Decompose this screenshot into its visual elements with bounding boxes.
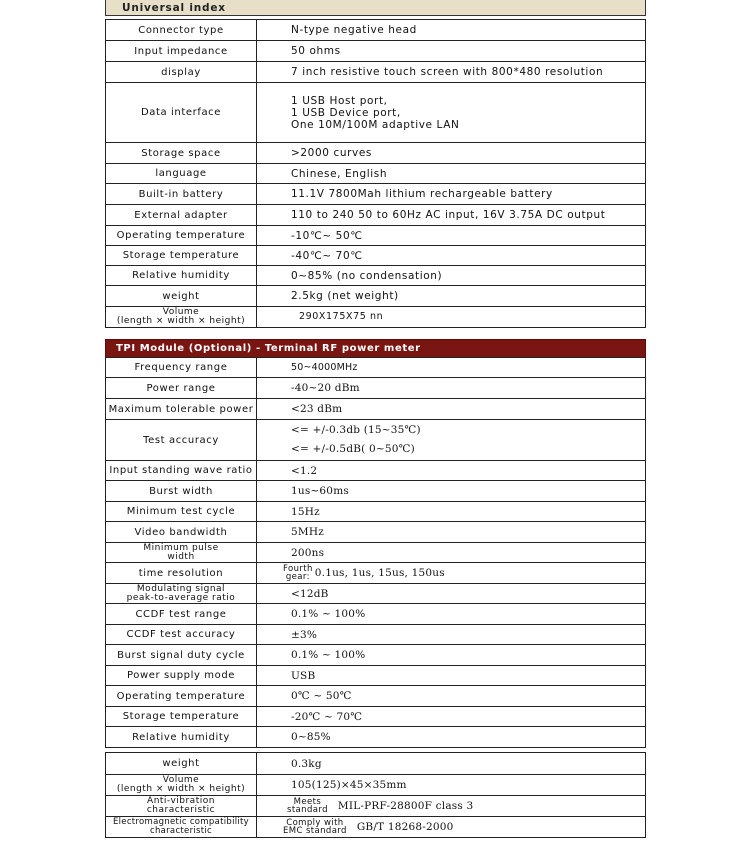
spec-label: Test accuracy <box>106 420 257 461</box>
label-line: peak-to-average ratio <box>126 592 236 603</box>
table-row <box>106 461 646 481</box>
spec-label <box>106 584 257 604</box>
label-line: width <box>167 551 195 562</box>
table-row <box>106 522 646 543</box>
table-row <box>106 666 646 686</box>
spec-label <box>106 543 257 563</box>
spec-label: Built-in battery <box>106 184 257 205</box>
spec-label: Power supply mode <box>106 666 257 686</box>
table-row <box>106 707 646 727</box>
value-text: 0.1us, 1us, 15us, 150us <box>314 567 445 579</box>
spec-label: Relative humidity <box>106 266 257 286</box>
universal-index-header: Universal index <box>105 0 646 16</box>
label-line: (length × width × height) <box>116 316 246 326</box>
table-row <box>106 358 646 378</box>
spec-value: 5MHz <box>257 522 646 543</box>
spec-label: time resolution <box>106 563 257 584</box>
table-row <box>106 41 646 62</box>
table-row <box>106 543 646 563</box>
label-line: (length × width × height) <box>116 784 246 794</box>
spec-label: Connector type <box>106 20 257 41</box>
spec-value: 2.5kg (net weight) <box>257 286 646 307</box>
spec-value: 0℃ ~ 50℃ <box>257 686 646 707</box>
table-row <box>106 420 646 461</box>
spec-label: Minimum test cycle <box>106 502 257 522</box>
table-row <box>106 62 646 83</box>
table-row <box>106 143 646 164</box>
spec-label: Burst signal duty cycle <box>106 645 257 666</box>
prefix-line: Comply with <box>286 818 344 828</box>
table-row <box>106 205 646 226</box>
spec-label: display <box>106 62 257 83</box>
table-row <box>106 164 646 184</box>
prefix-line: standard <box>287 805 328 815</box>
spec-value <box>257 563 646 584</box>
spec-value: 105(125)×45×35mm <box>257 775 646 796</box>
spec-value: 11.1V 7800Mah lithium rechargeable battery <box>257 184 646 205</box>
spec-value: <23 dBm <box>257 399 646 420</box>
table-row <box>106 796 646 817</box>
label-line: Modulating signal <box>136 583 226 594</box>
table-row <box>106 727 646 748</box>
spec-label: weight <box>106 753 257 775</box>
spec-value: 290X175X75 nn <box>257 307 646 328</box>
table-row <box>106 753 646 775</box>
spec-value: 0.1% ~ 100% <box>257 604 646 625</box>
spec-value: 0~85% (no condensation) <box>257 266 646 286</box>
table-row <box>106 625 646 645</box>
spec-value: 1us~60ms <box>257 481 646 502</box>
spec-value: >2000 curves <box>257 143 646 164</box>
spec-value <box>257 83 646 143</box>
table-row <box>106 584 646 604</box>
spec-value: N-type negative head <box>257 20 646 41</box>
table-row <box>106 307 646 328</box>
spec-label: CCDF test accuracy <box>106 625 257 645</box>
table-row <box>106 226 646 246</box>
spec-label: Input standing wave ratio <box>106 461 257 481</box>
table-row <box>106 20 646 41</box>
spec-value: <1.2 <box>257 461 646 481</box>
spec-label: Storage space <box>106 143 257 164</box>
value-line: 1 USB Host port, <box>291 94 388 107</box>
table-row <box>106 645 646 666</box>
label-line: Electromagnetic compatibility <box>112 817 250 827</box>
spec-label: Operating temperature <box>106 226 257 246</box>
value-prefix <box>283 819 347 835</box>
spec-value: 200ns <box>257 543 646 563</box>
label-line: characteristic <box>149 826 213 836</box>
value-line: <= +/-0.3db (15~35℃) <box>291 424 421 436</box>
table-row <box>106 817 646 838</box>
spec-label: Maximum tolerable power <box>106 399 257 420</box>
spec-value <box>257 420 646 461</box>
value-prefix <box>287 798 328 814</box>
prefix-line: gear: <box>285 572 310 582</box>
prefix-line: Meets <box>293 797 322 807</box>
spec-value: 0.3kg <box>257 753 646 775</box>
universal-index-table <box>105 19 646 328</box>
spec-value <box>257 796 646 817</box>
spec-label <box>106 796 257 817</box>
label-line: Anti-vibration <box>147 796 215 806</box>
spec-label: Frequency range <box>106 358 257 378</box>
table-row <box>106 399 646 420</box>
tpi-module-table <box>105 357 646 748</box>
value-line: 1 USB Device port, <box>291 106 401 119</box>
table-row <box>106 563 646 584</box>
tpi-module-table-continued <box>105 752 646 838</box>
spec-label: Storage temperature <box>106 707 257 727</box>
spec-label: External adapter <box>106 205 257 226</box>
prefix-line: EMC standard <box>283 826 347 836</box>
spec-value: 0.1% ~ 100% <box>257 645 646 666</box>
table-row <box>106 378 646 399</box>
label-line: Minimum pulse <box>143 542 219 553</box>
spec-label: Data interface <box>106 83 257 143</box>
spec-label <box>106 775 257 796</box>
table-row <box>106 286 646 307</box>
spec-value: -10℃~ 50℃ <box>257 226 646 246</box>
spec-label: CCDF test range <box>106 604 257 625</box>
spec-value: 15Hz <box>257 502 646 522</box>
label-line: characteristic <box>146 805 216 815</box>
spec-value: 50 ohms <box>257 41 646 62</box>
spec-label: Video bandwidth <box>106 522 257 543</box>
spec-value: ±3% <box>257 625 646 645</box>
spec-label: Power range <box>106 378 257 399</box>
spec-value: Chinese, English <box>257 164 646 184</box>
tpi-module-header: TPI Module (Optional) - Terminal RF power meter <box>105 339 646 358</box>
label-line: Volume <box>162 775 200 785</box>
spec-value <box>257 817 646 838</box>
table-row <box>106 686 646 707</box>
spec-value: 0~85% <box>257 727 646 748</box>
spec-value: 50~4000MHz <box>257 358 646 378</box>
spec-label: Input impedance <box>106 41 257 62</box>
table-row <box>106 266 646 286</box>
spec-label: Operating temperature <box>106 686 257 707</box>
value-prefix <box>283 565 313 581</box>
spec-label <box>106 307 257 328</box>
value-text: GB/T 18268-2000 <box>356 821 454 833</box>
spec-label: Relative humidity <box>106 727 257 748</box>
spec-value: -20℃ ~ 70℃ <box>257 707 646 727</box>
spec-value: 110 to 240 50 to 60Hz AC input, 16V 3.75A DC output <box>257 205 646 226</box>
spec-value: -40℃~ 70℃ <box>257 246 646 266</box>
table-row <box>106 83 646 143</box>
spec-label: language <box>106 164 257 184</box>
label-line: Volume <box>162 307 200 317</box>
spec-value: 7 inch resistive touch screen with 800*480 resolution <box>257 62 646 83</box>
table-row <box>106 246 646 266</box>
table-row <box>106 184 646 205</box>
spec-value: <12dB <box>257 584 646 604</box>
prefix-line: Fourth <box>283 564 313 574</box>
table-row <box>106 775 646 796</box>
spec-label: Burst width <box>106 481 257 502</box>
spec-label <box>106 817 257 838</box>
value-line: <= +/-0.5dB( 0~50℃) <box>291 443 415 455</box>
spec-label: weight <box>106 286 257 307</box>
table-row <box>106 604 646 625</box>
table-row <box>106 481 646 502</box>
value-line: One 10M/100M adaptive LAN <box>291 118 460 131</box>
spec-label: Storage temperature <box>106 246 257 266</box>
table-row <box>106 502 646 522</box>
value-text: MIL-PRF-28800F class 3 <box>337 800 474 812</box>
spec-value: USB <box>257 666 646 686</box>
spec-value: -40~20 dBm <box>257 378 646 399</box>
